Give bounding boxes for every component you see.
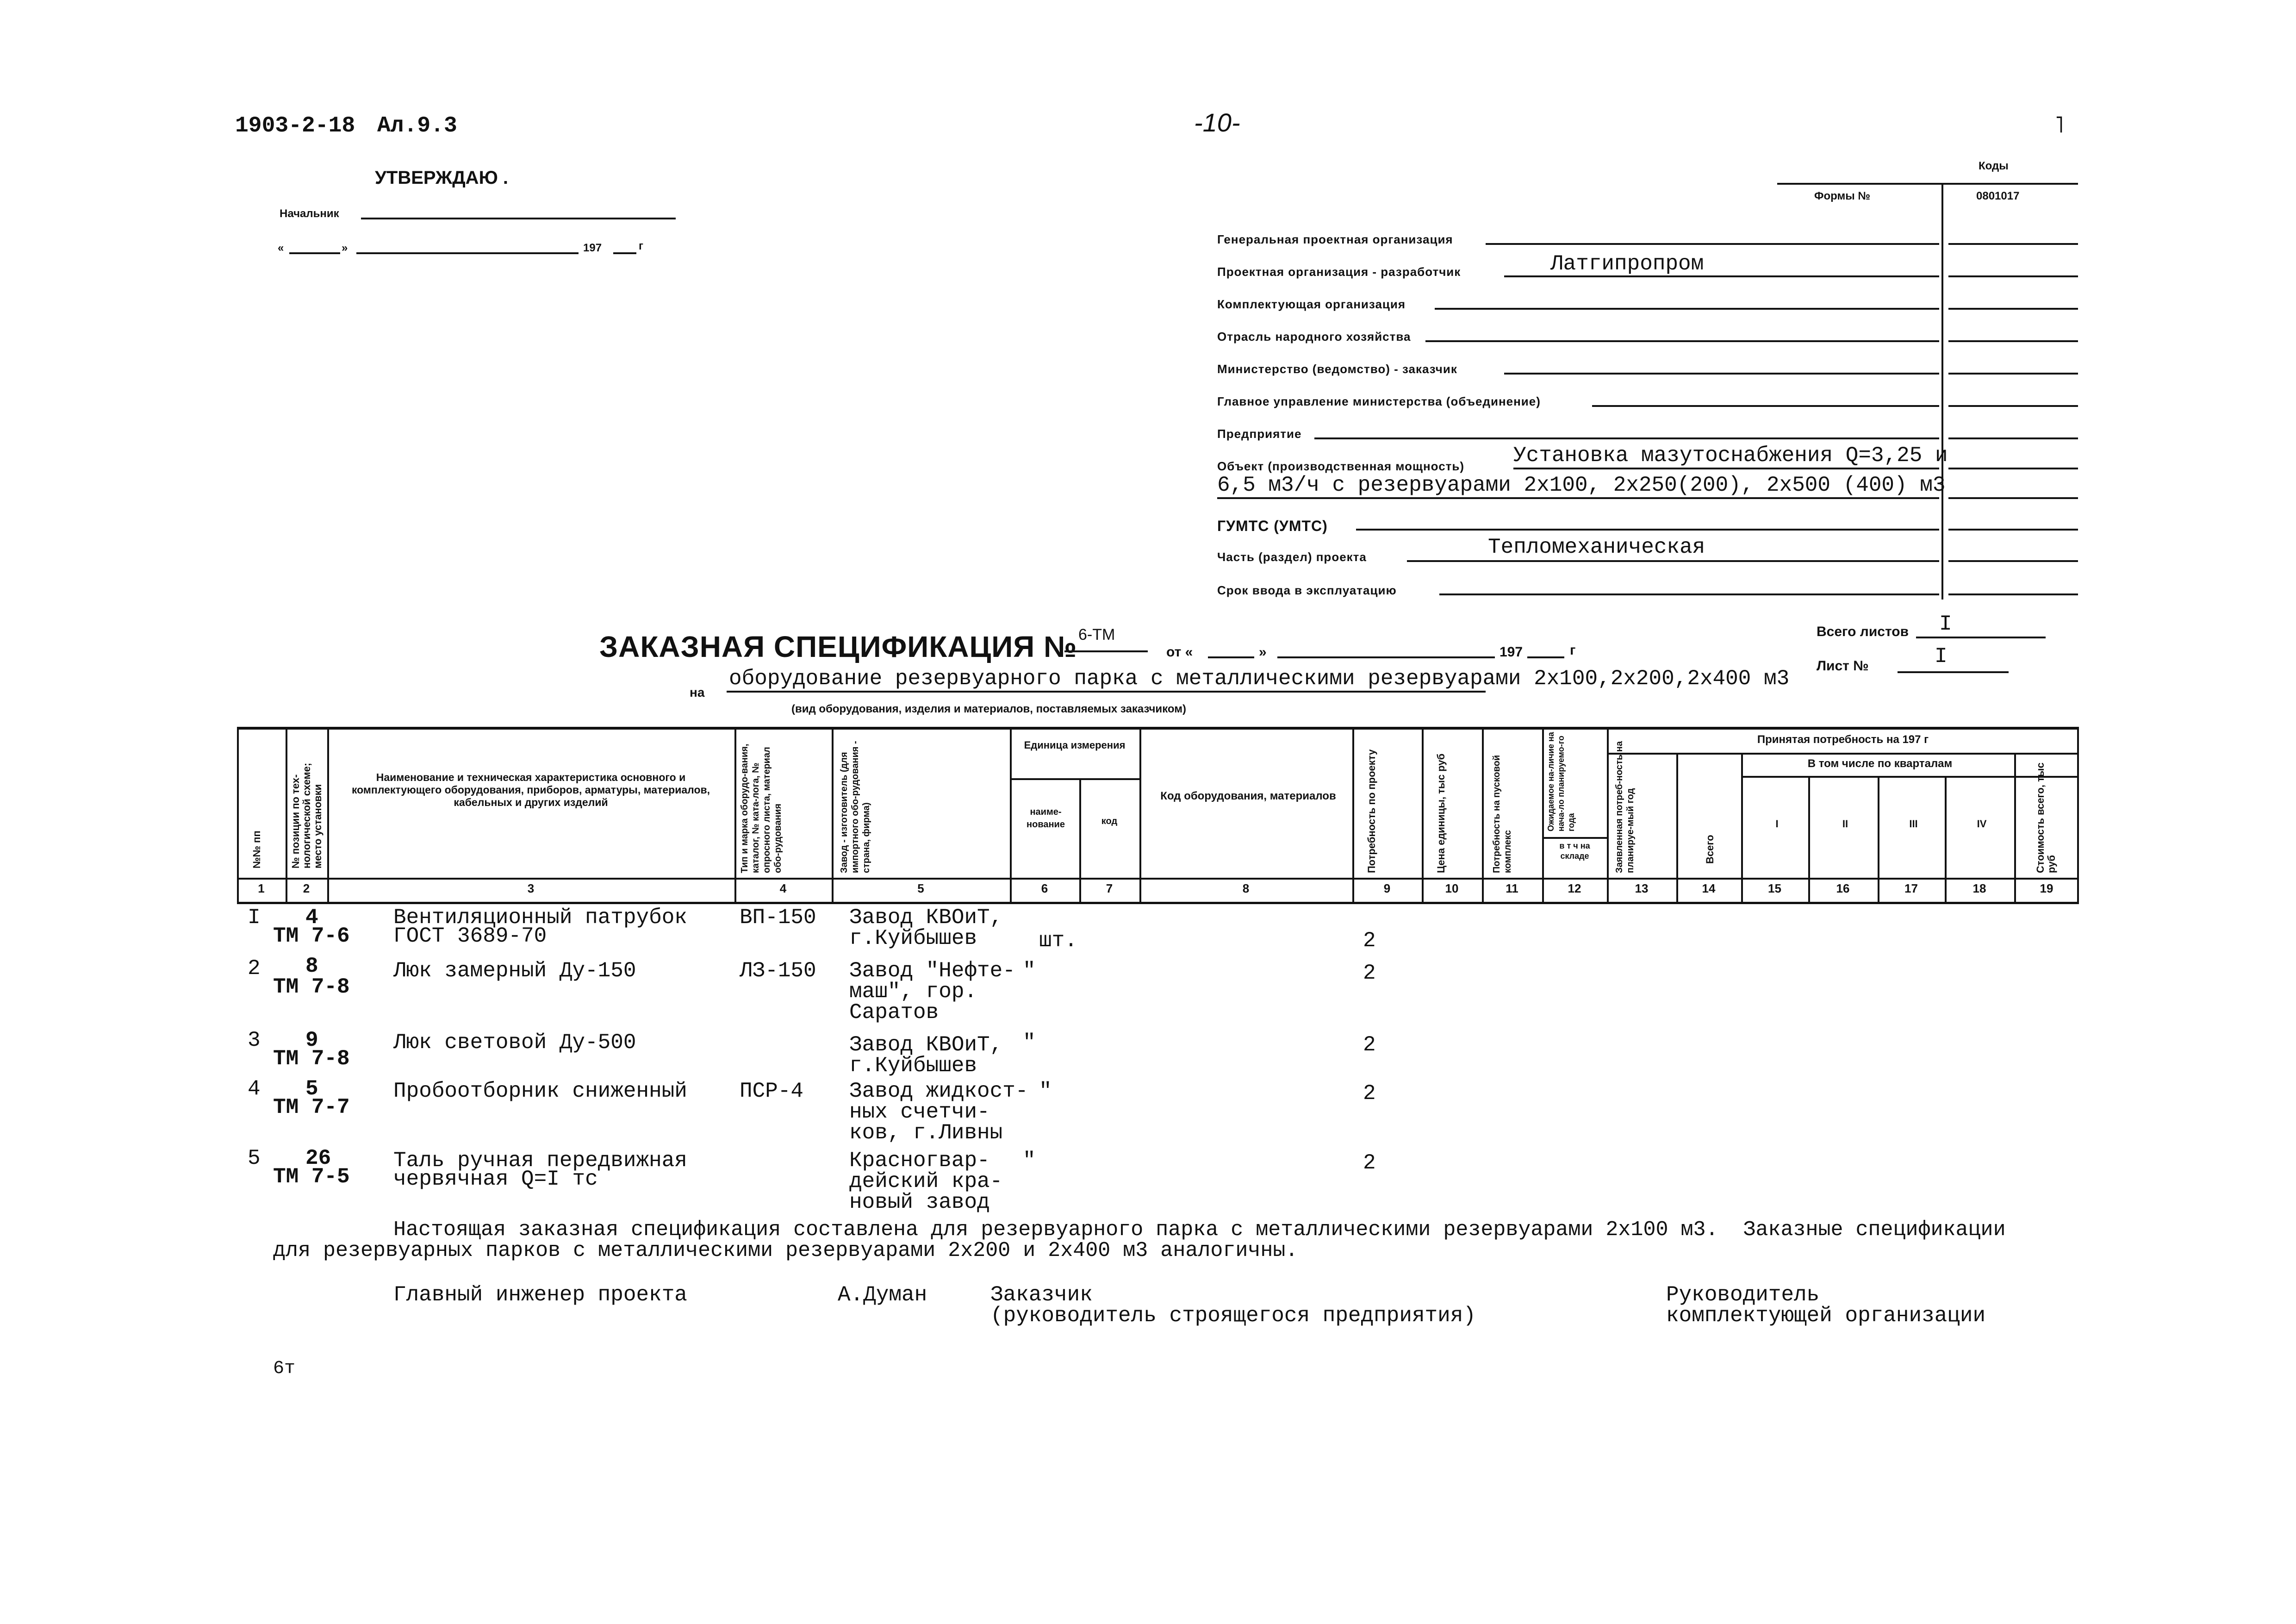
row4-pos: 5 <box>305 1077 318 1101</box>
hdr-q4: IV <box>1977 818 1987 830</box>
row4-qty: 2 <box>1363 1081 1376 1106</box>
approve-year-line <box>613 252 636 254</box>
enterprise-label: Предприятие <box>1217 427 1302 441</box>
col-sep <box>1422 730 1424 902</box>
industry-label: Отрасль народного хозяйства <box>1217 330 1411 344</box>
row5-pos: 26 <box>305 1146 331 1170</box>
industry-line <box>1425 340 1939 342</box>
codes-header: Коды <box>1979 160 2009 172</box>
codes-divider <box>1941 183 1943 600</box>
hdr-c4: Тип и марка оборудо-вания, каталог, № ката-лога, № опросного листа, материал обо-рудования <box>740 743 783 873</box>
colnum-13: 13 <box>1635 881 1649 895</box>
hdr-c14: Всего <box>1704 835 1716 864</box>
row2-num: 2 <box>248 956 261 981</box>
hdr-c6: наиме-нование <box>1027 807 1065 830</box>
colnum-3: 3 <box>527 881 535 895</box>
part-code-line <box>1948 560 2078 562</box>
hdr-c13: Заявленная потреб-ность на планируе-мый год <box>1614 741 1636 873</box>
subject-caption: (вид оборудования, изделия и материалов, поставляемых заказчиком) <box>791 703 1186 715</box>
colnum-7: 7 <box>1106 881 1113 895</box>
col-sep <box>1607 730 1609 902</box>
row1-pos: 4 <box>305 906 318 930</box>
hdr-q1: I <box>1775 818 1779 830</box>
row3-num: 3 <box>248 1028 261 1052</box>
row5-maker-1: Красногвар- <box>849 1149 990 1173</box>
chief-sign-line <box>361 218 676 219</box>
spec-title: ЗАКАЗНАЯ СПЕЦИФИКАЦИЯ № <box>599 630 1077 663</box>
stock-subline <box>1542 837 1607 839</box>
hdr-q3: III <box>1909 818 1918 830</box>
col-sep <box>1010 730 1012 902</box>
row1-maker-1: Завод КВОиТ, <box>849 906 1003 930</box>
part-line <box>1407 560 1939 562</box>
doc-code: 1903-2-18 <box>235 113 355 138</box>
colnum-8: 8 <box>1242 881 1250 895</box>
object-line-2 <box>1217 497 1939 499</box>
row2-type: ЛЗ-150 <box>740 959 816 983</box>
main-dept-line <box>1592 405 1939 407</box>
row4-sheet: ТМ 7-7 <box>273 1095 350 1119</box>
deadline-label: Срок ввода в эксплуатацию <box>1217 583 1397 597</box>
spec-date-month-line <box>1277 656 1495 658</box>
total-sheets-value: I <box>1939 612 1952 636</box>
form-code: 0801017 <box>1976 190 2020 202</box>
colnum-12: 12 <box>1568 881 1581 895</box>
colnum-9: 9 <box>1383 881 1391 895</box>
object-label: Объект (производственная мощность) <box>1217 459 1465 473</box>
hdr-c2: № позиции по тех-нологической схеме; место установки <box>290 762 324 868</box>
col-sep <box>1482 730 1484 902</box>
colnum-row-line <box>237 878 2079 880</box>
gumts-line <box>1356 529 1939 531</box>
row2-maker-1: Завод "Нефте- <box>849 959 1015 983</box>
hdr-c6-7-group: Единица измерения <box>1024 739 1126 751</box>
spec-date-mid: » <box>1259 644 1267 660</box>
spec-date-day-line <box>1208 656 1254 658</box>
total-sheets-line <box>1916 637 2046 638</box>
row4-maker-2: ных счетчи- <box>849 1100 990 1124</box>
chief-engineer-label: Главный инженер проекта <box>393 1283 687 1307</box>
subject-value: оборудование резервуарного парка с металлическими резервуарами 2х100,2х200,2х400 м3 <box>729 667 1790 691</box>
chief-engineer-name: А.Думан <box>838 1283 927 1307</box>
hdr-accepted: Принятая потребность на 197 г <box>1757 733 1929 746</box>
approve-title: УТВЕРЖДАЮ . <box>375 168 509 188</box>
spec-year-suffix: г <box>1570 643 1576 658</box>
colnum-15: 15 <box>1768 881 1781 895</box>
hdr-c11: Потребность на пусковой комплекс <box>1492 755 1513 873</box>
row3-maker-1: Завод КВОиТ, <box>849 1033 1003 1057</box>
row5-name-2: червячная Q=I тс <box>393 1167 598 1191</box>
supplier-label: Руководитель <box>1666 1283 1820 1307</box>
row1-name-2: ГОСТ 3689-70 <box>393 924 547 948</box>
part-value: Тепломеханическая <box>1488 535 1705 559</box>
object-line-1 <box>1513 468 1939 469</box>
quarters-subline <box>1741 776 2079 778</box>
spec-number: 6-ТМ <box>1078 626 1115 643</box>
colnum-4: 4 <box>779 881 787 895</box>
row3-sheet: ТМ 7-8 <box>273 1047 350 1071</box>
codes-top-line <box>1777 183 2078 185</box>
row4-type: ПСР-4 <box>740 1079 804 1103</box>
hdr-c3: Наименование и техническая характеристика основного и комплектующего оборудования, приборов, арматуры, материалов, кабельных и других изделий <box>351 771 710 808</box>
row5-num: 5 <box>248 1146 261 1170</box>
col-sep <box>327 730 329 902</box>
object-code-line-2 <box>1948 497 2078 499</box>
row5-name-1: Таль ручная передвижная <box>393 1149 687 1173</box>
row5-maker-2: дейский кра- <box>849 1169 1003 1193</box>
row3-qty: 2 <box>1363 1033 1376 1057</box>
col-sep <box>2077 730 2079 902</box>
col-sep <box>1741 753 1743 902</box>
row4-maker-3: ков, г.Ливны <box>849 1121 1003 1145</box>
col-sep <box>1542 730 1544 902</box>
row3-name-1: Люк световой Ду-500 <box>393 1031 636 1055</box>
colnum-11: 11 <box>1506 881 1518 895</box>
note-line-1: Настоящая заказная спецификация составлена для резервуарного парка с металлическими резервуарами 2х100 м3. Заказные спецификации <box>393 1218 2006 1242</box>
row5-unit: " <box>1023 1149 1036 1173</box>
corner-mark: ˥ <box>2055 112 2064 137</box>
row3-pos: 9 <box>305 1028 318 1052</box>
deadline-line <box>1439 593 1939 595</box>
col-sep <box>286 730 287 902</box>
date-open-quote: « <box>278 242 284 254</box>
ministry-code-line <box>1948 373 2078 375</box>
row1-num: I <box>248 906 261 930</box>
colnum-17: 17 <box>1904 881 1918 895</box>
row5-qty: 2 <box>1363 1151 1376 1175</box>
part-label: Часть (раздел) проекта <box>1217 550 1367 564</box>
colnum-10: 10 <box>1445 881 1459 895</box>
colnum-19: 19 <box>2040 881 2053 895</box>
supplier-desc: комплектующей организации <box>1666 1304 1986 1328</box>
row2-maker-3: Саратов <box>849 1000 939 1024</box>
sheet-value: I <box>1935 644 1948 668</box>
unit-subline <box>1010 778 1139 780</box>
approve-year-suffix: г <box>639 240 643 252</box>
gumts-code-line <box>1948 529 2078 531</box>
gumts-label: ГУМТС (УМТС) <box>1217 518 1328 534</box>
row1-name-1: Вентиляционный патрубок <box>393 906 687 930</box>
subject-line <box>727 691 1486 693</box>
col-sep <box>734 730 736 902</box>
hdr-quarters: В том числе по кварталам <box>1807 757 1953 770</box>
design-org-code-line <box>1948 275 2078 277</box>
spec-number-line <box>1064 650 1148 652</box>
row2-name-1: Люк замерный Ду-150 <box>393 959 636 983</box>
hdr-c1: №№ пп <box>251 831 262 868</box>
object-value-1: Установка мазутоснабжения Q=3,25 и <box>1513 443 1948 468</box>
row1-type: ВП-150 <box>740 906 816 930</box>
row5-sheet: ТМ 7-5 <box>273 1165 350 1189</box>
colnum-16: 16 <box>1836 881 1850 895</box>
row4-name-1: Пробоотборник сниженный <box>393 1079 687 1103</box>
hdr-c12: Ожидаемое на-личие на нача-ло планируемо-го года <box>1546 732 1576 831</box>
general-org-line <box>1486 243 1939 245</box>
col-sep <box>1139 730 1141 902</box>
col-sep <box>2014 753 2016 902</box>
row4-maker-1: Завод жидкост- <box>849 1079 1028 1103</box>
colnum-2: 2 <box>303 881 310 895</box>
chief-label: Начальник <box>280 207 339 220</box>
row1-maker-2: г.Куйбышев <box>849 926 977 950</box>
col-sep <box>832 730 834 902</box>
hdr-c12b: в т ч на складе <box>1559 841 1590 861</box>
complete-org-label: Комплектующая организация <box>1217 297 1406 311</box>
industry-code-line <box>1948 340 2078 342</box>
complete-org-code-line <box>1948 308 2078 310</box>
complete-org-line <box>1435 308 1939 310</box>
col-sep <box>1676 753 1678 902</box>
row1-qty: 2 <box>1363 929 1376 953</box>
row2-pos: 8 <box>305 954 318 978</box>
object-code-line-1 <box>1948 468 2078 469</box>
row2-sheet: ТМ 7-8 <box>273 975 350 999</box>
design-org-value: Латгипропром <box>1550 252 1704 276</box>
footer-mark: 6т <box>273 1358 296 1379</box>
enterprise-line <box>1314 437 1939 439</box>
date-close-quote: » <box>342 242 348 254</box>
colnum-6: 6 <box>1041 881 1048 895</box>
row2-qty: 2 <box>1363 961 1376 985</box>
row3-unit: " <box>1023 1031 1036 1055</box>
sheet-line <box>1898 671 2009 673</box>
approve-year: 197 <box>583 242 602 254</box>
hdr-c5: Завод - изготовитель (для импортного обо-рудования - страна, фирма) <box>839 741 871 873</box>
page-number: -10- <box>1194 108 1240 137</box>
colnum-1: 1 <box>258 881 265 895</box>
spec-year: 197 <box>1500 644 1523 660</box>
hdr-q2: II <box>1842 818 1848 830</box>
row1-sheet: ТМ 7-6 <box>273 924 350 948</box>
colnum-5: 5 <box>917 881 924 895</box>
design-org-label: Проектная организация - разработчик <box>1217 265 1461 279</box>
object-value-2: 6,5 м3/ч с резервуарами 2х100, 2х250(200), 2х500 (400) м3 <box>1217 473 1946 497</box>
subject-on-label: на <box>690 685 705 700</box>
colnum-14: 14 <box>1702 881 1716 895</box>
row2-unit: " <box>1023 959 1036 983</box>
hdr-c8: Код оборудования, материалов <box>1160 790 1336 802</box>
ministry-line <box>1504 373 1939 375</box>
general-org-code-line <box>1948 243 2078 245</box>
hdr-c10: Цена единицы, тыс руб <box>1435 753 1447 873</box>
enterprise-code-line <box>1948 437 2078 439</box>
spec-year-line <box>1527 656 1564 658</box>
form-label: Формы № <box>1814 190 1871 202</box>
date-day-line <box>289 252 340 254</box>
deadline-code-line <box>1948 593 2078 595</box>
design-org-line <box>1504 275 1939 277</box>
col-sep <box>1352 730 1354 902</box>
sheet-label: Лист № <box>1817 658 1869 674</box>
spec-table <box>237 727 2079 904</box>
note-line-2: для резервуарных парков с металлическими резервуарами 2х200 и 2х400 м3 аналогичны. <box>273 1239 1298 1262</box>
main-dept-code-line <box>1948 405 2078 407</box>
album-code: Ал.9.3 <box>377 113 457 138</box>
hdr-c9: Потребность по проекту <box>1366 749 1377 873</box>
row5-maker-3: новый завод <box>849 1190 990 1214</box>
date-month-line <box>356 252 579 254</box>
ministry-label: Министерство (ведомство) - заказчик <box>1217 362 1457 376</box>
hdr-c19: Стоимость всего, тыс руб <box>2035 762 2057 873</box>
total-sheets-label: Всего листов <box>1817 624 1909 639</box>
row4-unit: " <box>1039 1079 1052 1103</box>
row2-maker-2: маш", гор. <box>849 980 977 1004</box>
col-sep <box>237 730 239 902</box>
spec-date-from: от « <box>1166 644 1193 660</box>
customer-label: Заказчик <box>990 1283 1093 1307</box>
general-org-label: Генеральная проектная организация <box>1217 232 1453 246</box>
main-dept-label: Главное управление министерства (объединение) <box>1217 394 1541 408</box>
colnum-18: 18 <box>1972 881 1986 895</box>
row4-num: 4 <box>248 1077 261 1101</box>
hdr-c7: код <box>1101 816 1118 826</box>
customer-desc: (руководитель строящегося предприятия) <box>990 1304 1476 1328</box>
row1-unit: шт. <box>1039 929 1077 953</box>
row3-maker-2: г.Куйбышев <box>849 1054 977 1078</box>
